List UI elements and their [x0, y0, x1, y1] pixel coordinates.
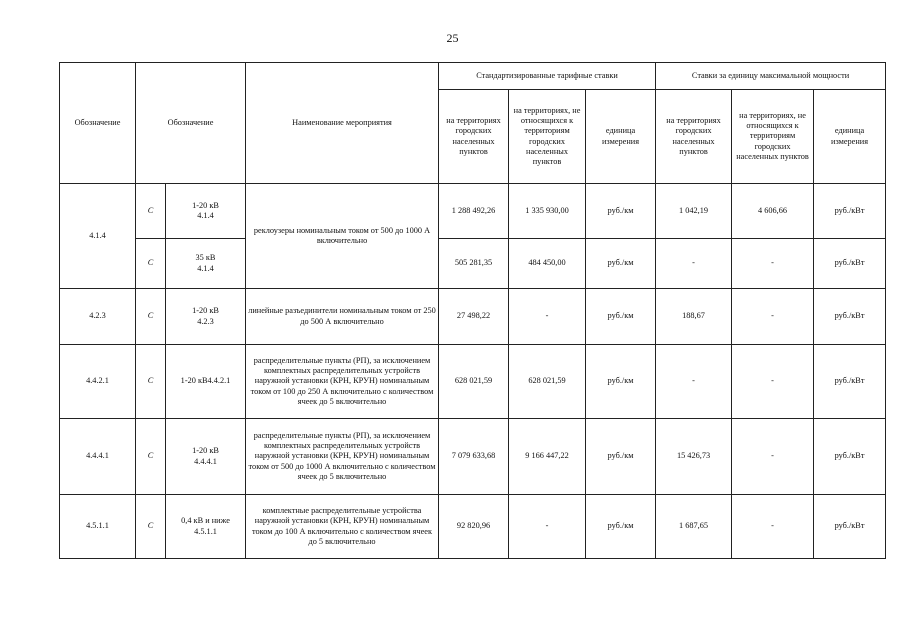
row-code: 4.4.4.1: [60, 419, 136, 495]
table-row: [60, 289, 886, 345]
table-row: [60, 239, 886, 289]
header-name: Наименование мероприятия: [246, 63, 439, 184]
row-power-nonurban: -: [732, 419, 814, 495]
header-row-1: [60, 63, 886, 90]
row-name: распределительные пункты (РП), за исключением комплектных распределительных устройств наружной установки (КРН, КРУН) номинальным током от 100 до 250 А включительно с количеством ячеек до 5 включительно: [246, 345, 439, 419]
row-power-unit: руб./кВт: [814, 289, 886, 345]
row-c: С: [136, 289, 166, 345]
row-c: С: [136, 419, 166, 495]
row-unit: руб./км: [586, 239, 656, 289]
row-code: 4.1.4: [60, 184, 136, 289]
row-urban: 1 288 492,26: [439, 184, 509, 239]
table-row: [60, 495, 886, 559]
row-unit: руб./км: [586, 495, 656, 559]
row-power-nonurban: -: [732, 345, 814, 419]
row-power-urban: 188,67: [656, 289, 732, 345]
header-designation-1: Обозначение: [60, 63, 136, 184]
row-power-unit: руб./кВт: [814, 184, 886, 239]
row-power-nonurban: 4 606,66: [732, 184, 814, 239]
header-std-rates: Стандартизированные тарифные ставки: [439, 63, 656, 90]
row-urban: 7 079 633,68: [439, 419, 509, 495]
row-urban: 628 021,59: [439, 345, 509, 419]
row-voltage: 1-20 кВ 4.2.3: [166, 289, 246, 345]
row-code: 4.2.3: [60, 289, 136, 345]
row-voltage: 1-20 кВ 4.4.4.1: [166, 419, 246, 495]
table-row: [60, 345, 886, 419]
row-code: 4.5.1.1: [60, 495, 136, 559]
row-voltage: 1-20 кВ 4.1.4: [166, 184, 246, 239]
row-power-nonurban: -: [732, 289, 814, 345]
tariff-table: [59, 62, 886, 559]
row-power-urban: -: [656, 345, 732, 419]
table-row: [60, 184, 886, 239]
table-row: [60, 419, 886, 495]
header-unit: единица измерения: [586, 90, 656, 184]
row-code: 4.4.2.1: [60, 345, 136, 419]
row-voltage: 35 кВ 4.1.4: [166, 239, 246, 289]
header-designation-2: Обозначение: [136, 63, 246, 184]
row-nonurban: 9 166 447,22: [509, 419, 586, 495]
row-voltage: 0,4 кВ и ниже 4.5.1.1: [166, 495, 246, 559]
row-voltage: 1-20 кВ4.4.2.1: [166, 345, 246, 419]
row-power-urban: 1 687,65: [656, 495, 732, 559]
row-c: С: [136, 239, 166, 289]
header-power-rates: Ставки за единицу максимальной мощности: [656, 63, 886, 90]
row-name: реклоузеры номинальным током от 500 до 1000 А включительно: [246, 184, 439, 289]
row-nonurban: 1 335 930,00: [509, 184, 586, 239]
row-nonurban: 484 450,00: [509, 239, 586, 289]
row-nonurban: -: [509, 495, 586, 559]
row-power-urban: 15 426,73: [656, 419, 732, 495]
row-unit: руб./км: [586, 289, 656, 345]
row-nonurban: 628 021,59: [509, 345, 586, 419]
row-urban: 505 281,35: [439, 239, 509, 289]
row-power-nonurban: -: [732, 239, 814, 289]
header-power-unit: единица измерения: [814, 90, 886, 184]
row-power-nonurban: -: [732, 495, 814, 559]
row-name: линейные разъединители номинальным током от 250 до 500 А включительно: [246, 289, 439, 345]
row-urban: 27 498,22: [439, 289, 509, 345]
row-power-unit: руб./кВт: [814, 495, 886, 559]
row-power-unit: руб./кВт: [814, 239, 886, 289]
row-nonurban: -: [509, 289, 586, 345]
row-power-urban: 1 042,19: [656, 184, 732, 239]
page-number: 25: [446, 31, 459, 45]
row-unit: руб./км: [586, 184, 656, 239]
row-name: распределительные пункты (РП), за исключением комплектных распределительных устройств наружной установки (КРН, КРУН) номинальным током от 500 до 1000 А включительно с количеством ячеек до 5 включительно: [246, 419, 439, 495]
row-c: С: [136, 495, 166, 559]
row-power-unit: руб./кВт: [814, 419, 886, 495]
header-urban: на территориях городских населенных пунктов: [439, 90, 509, 184]
row-power-unit: руб./кВт: [814, 345, 886, 419]
header-power-urban: на территориях городских населенных пунктов: [656, 90, 732, 184]
row-c: С: [136, 184, 166, 239]
row-unit: руб./км: [586, 345, 656, 419]
row-name: комплектные распределительные устройства наружной установки (КРН, КРУН) номинальным током до 100 А включительно с количеством ячеек до 5 включительно: [246, 495, 439, 559]
row-power-urban: -: [656, 239, 732, 289]
header-power-nonurban: на территориях, не относящихся к территориям городских населенных пунктов: [732, 90, 814, 184]
row-urban: 92 820,96: [439, 495, 509, 559]
row-unit: руб./км: [586, 419, 656, 495]
header-nonurban: на территориях, не относящихся к территориям городских населенных пунктов: [509, 90, 586, 184]
row-c: С: [136, 345, 166, 419]
